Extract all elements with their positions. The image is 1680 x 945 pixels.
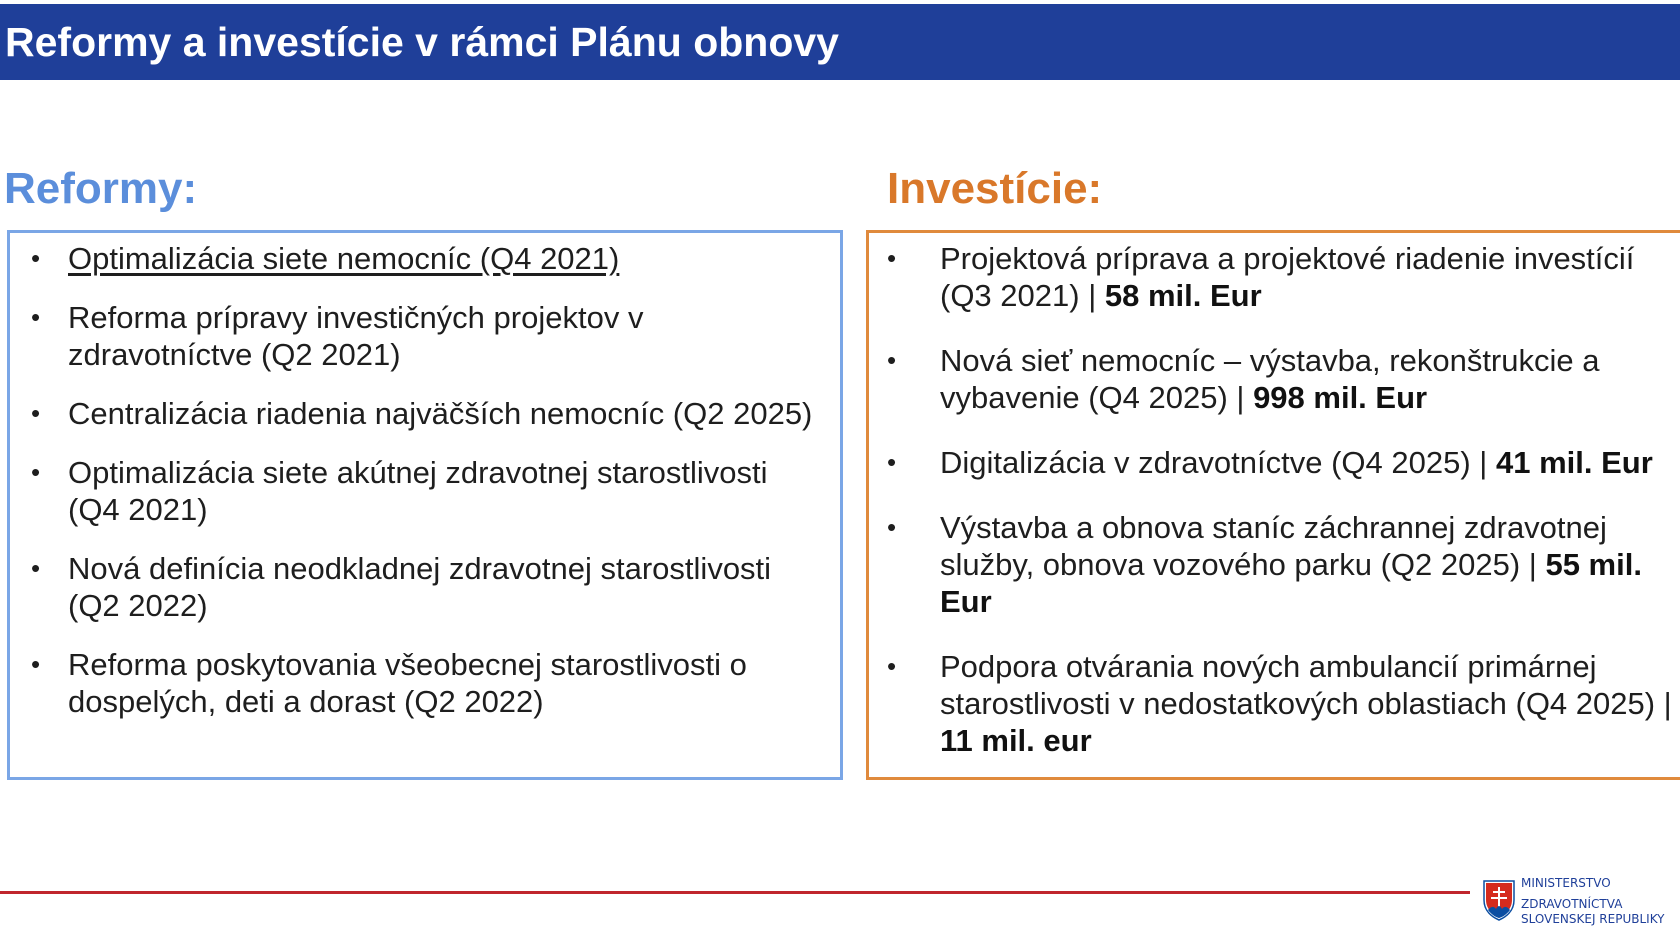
title-bar <box>0 4 1680 80</box>
investicie-amount: 41 mil. Eur <box>1495 445 1653 480</box>
bullet-icon: • <box>31 649 41 679</box>
reformy-item <box>10 240 840 277</box>
reformy-heading: Reformy: <box>4 164 198 213</box>
investicie-amount: 11 mil. eur <box>940 723 1092 758</box>
reformy-box <box>7 230 843 780</box>
logo-text <box>1521 876 1664 927</box>
reformy-item-text: Reforma poskytovania všeobecnej starostlivosti o dospelých, deti a dorast (Q2 2022) <box>68 647 747 719</box>
reformy-item <box>10 550 840 624</box>
investicie-list <box>869 233 1680 787</box>
bullet-icon: • <box>887 447 897 477</box>
bullet-icon: • <box>31 243 41 273</box>
logo-line-2: ZDRAVOTNÍCTVA <box>1521 897 1623 911</box>
bullet-icon: • <box>887 243 897 273</box>
bullet-icon: • <box>31 457 41 487</box>
reformy-item <box>10 454 840 528</box>
investicie-item-text: Výstavba a obnova staníc záchrannej zdravotnej služby, obnova vozového parku (Q2 2025) | <box>940 510 1607 582</box>
logo-line-3: SLOVENSKEJ REPUBLIKY <box>1521 912 1665 926</box>
reformy-item-text: Optimalizácia siete akútnej zdravotnej starostlivosti (Q4 2021) <box>68 455 768 527</box>
investicie-item-text: Podpora otvárania nových ambulancií primárnej starostlivosti v nedostatkových oblastiach (Q4 2025) | <box>940 649 1672 721</box>
investicie-amount: 998 mil. Eur <box>1253 380 1428 415</box>
reformy-item-text: Centralizácia riadenia najväčších nemocníc (Q2 2025) <box>68 396 813 431</box>
footer-divider <box>0 891 1470 894</box>
investicie-amount: 58 mil. Eur <box>1104 278 1262 313</box>
logo-line-1: MINISTERSTVO <box>1521 876 1611 890</box>
investicie-item-text: Projektová príprava a projektové riadenie investícií (Q3 2021) | <box>940 241 1635 313</box>
reformy-item <box>10 395 840 432</box>
ministry-logo <box>1481 876 1680 936</box>
investicie-item <box>869 342 1680 416</box>
bullet-icon: • <box>31 553 41 583</box>
investicie-item <box>869 648 1680 759</box>
reformy-item <box>10 646 840 720</box>
reformy-item-text: Optimalizácia siete nemocníc (Q4 2021) <box>68 241 620 276</box>
bullet-icon: • <box>31 302 41 332</box>
bullet-icon: • <box>31 398 41 428</box>
investicie-item-text: Digitalizácia v zdravotníctve (Q4 2025) | <box>940 445 1496 480</box>
investicie-heading: Investície: <box>887 164 1103 213</box>
bullet-icon: • <box>887 512 897 542</box>
slovak-coat-of-arms-icon <box>1481 878 1517 922</box>
investicie-box <box>866 230 1680 780</box>
investicie-item <box>869 509 1680 620</box>
reformy-list <box>10 233 840 742</box>
investicie-item <box>869 240 1680 314</box>
bullet-icon: • <box>887 345 897 375</box>
investicie-item-text: Nová sieť nemocníc – výstavba, rekonštrukcie a vybavenie (Q4 2025) | <box>940 343 1600 415</box>
reformy-item <box>10 299 840 373</box>
investicie-amount: 55 mil. Eur <box>940 547 1642 619</box>
reformy-item-text: Nová definícia neodkladnej zdravotnej starostlivosti (Q2 2022) <box>68 551 772 623</box>
page-title: Reformy a investície v rámci Plánu obnovy <box>5 19 839 65</box>
reformy-item-text: Reforma prípravy investičných projektov v zdravotníctve (Q2 2021) <box>68 300 644 372</box>
investicie-item <box>869 444 1680 481</box>
bullet-icon: • <box>887 651 897 681</box>
